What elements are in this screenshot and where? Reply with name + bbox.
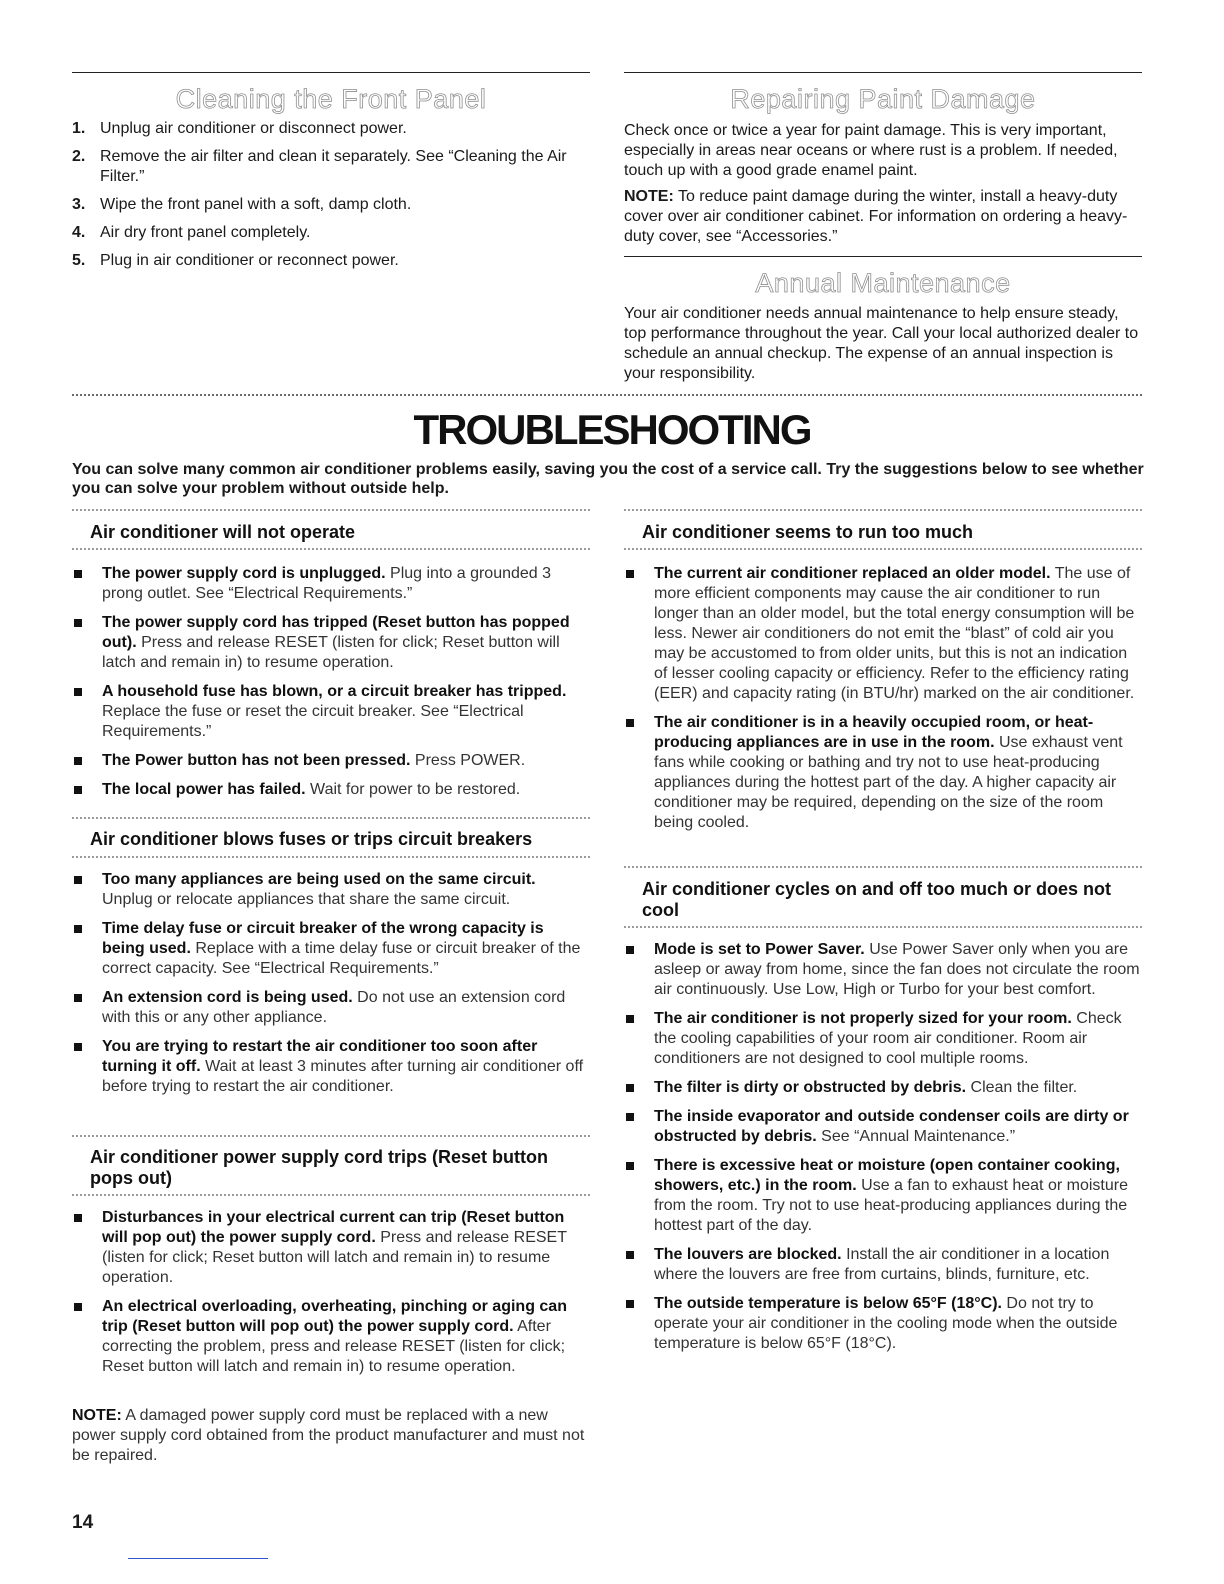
heading-dots-top [72, 509, 590, 511]
bullet-icon [626, 1113, 634, 1121]
will-not-operate-heading: Air conditioner will not operate [90, 522, 356, 542]
heading-dots-top [72, 1135, 590, 1137]
blows-fuses-heading: Air conditioner blows fuses or trips circuit breakers [90, 829, 533, 849]
item-remedy: Replace with a time delay fuse or circuit breaker of the correct capacity. See “Electrical Requirements.” [102, 940, 581, 977]
item-cause: The louvers are blocked. [654, 1246, 842, 1263]
heading-dots-bottom [72, 1194, 590, 1196]
list-item [624, 1245, 1142, 1285]
step-number: 3. [72, 196, 86, 213]
item-cause: The Power button has not been pressed. [102, 752, 411, 769]
annual-maintenance-title: Annual Maintenance [755, 268, 1011, 298]
list-item [72, 919, 587, 979]
list-item [624, 1294, 1142, 1354]
item-cause: An extension cord is being used. [102, 989, 353, 1006]
list-item [624, 1078, 1142, 1098]
bullet-icon [74, 925, 82, 933]
item-remedy: Clean the filter. [966, 1079, 1078, 1096]
bullet-icon [74, 757, 82, 765]
list-item [624, 564, 1142, 704]
item-cause: The air conditioner is in a heavily occupied room, or heat-producing appliances are in use in the room. [654, 714, 1094, 751]
list-item [72, 1037, 587, 1097]
bullet-icon [74, 619, 82, 627]
list-item [72, 251, 582, 271]
bullet-icon [74, 1043, 82, 1051]
item-remedy: Press POWER. [410, 752, 526, 769]
item-remedy: Use Power Saver only when you are asleep or away from home, since the fan does not circulate the room air continuously. Use Low, High or Turbo for your best comfort. [654, 941, 1140, 998]
step-text: Remove the air filter and clean it separately. See “Cleaning the Air Filter.” [100, 148, 567, 185]
list-item [72, 682, 587, 742]
item-remedy: The use of more efficient components may cause the air conditioner to run longer than an older model, but the total energy consumption will be less. Newer air conditioners do not emit the “blast” of cold air you may be accustomed to from older units, but this is not an indication of lesser cooling capacity or efficiency. Refer to the efficiency rating (EER) and capacity rating (in BTU/hr) marked on the air conditioner. [654, 565, 1135, 702]
troubleshooting-title: TROUBLESHOOTING [413, 406, 811, 453]
heading-dots-bottom [72, 548, 590, 550]
note-text: To reduce paint damage during the winter, install a heavy-duty cover over air conditioner cabinet. For information on ordering a heavy-duty cover, see “Accessories.” [624, 188, 1128, 245]
cord-trips-note [72, 1406, 587, 1466]
item-cause: You are trying to restart the air conditioner too soon after turning it off. [102, 1038, 538, 1075]
item-remedy: Check the cooling capabilities of your room air conditioner. Room air conditioners are not designed to cool multiple rooms. [654, 1010, 1122, 1067]
bullet-icon [626, 1251, 634, 1259]
list-item [72, 195, 582, 215]
item-cause: The local power has failed. [102, 781, 306, 798]
note-text: A damaged power supply cord must be replaced with a new power supply cord obtained from the product manufacturer and must not be repaired. [72, 1407, 585, 1464]
bullet-icon [626, 1300, 634, 1308]
step-number: 5. [72, 252, 86, 269]
item-remedy: After correcting the problem, press and release RESET (listen for click; Reset button will latch and remain in) to resume operation. [102, 1318, 566, 1375]
list-item [72, 564, 587, 604]
item-remedy: Wait for power to be restored. [305, 781, 521, 798]
list-item [624, 1156, 1142, 1236]
note-label: NOTE: [72, 1407, 122, 1424]
bullet-icon [74, 1214, 82, 1222]
top-rule-right [624, 72, 1142, 73]
item-cause: The outside temperature is below 65°F (18°C). [654, 1295, 1002, 1312]
list-item [72, 1208, 587, 1288]
item-remedy: Press and release RESET (listen for click; Reset button will latch and remain in) to resume operation. [102, 1229, 567, 1286]
bullet-icon [626, 570, 634, 578]
step-text: Wipe the front panel with a soft, damp cloth. [100, 196, 412, 213]
item-remedy: Wait at least 3 minutes after turning air conditioner off before trying to restart the air conditioner. [102, 1058, 584, 1095]
bullet-icon [74, 570, 82, 578]
heading-dots-bottom [72, 856, 590, 858]
step-number: 4. [72, 224, 86, 241]
list-item [624, 1009, 1142, 1069]
step-number: 1. [72, 120, 86, 137]
list-item [72, 119, 582, 139]
list-item [72, 870, 587, 910]
bullet-icon [626, 719, 634, 727]
item-remedy: Do not use an extension cord with this or any other appliance. [102, 989, 566, 1026]
heading-dots-bottom [624, 548, 1142, 550]
list-item [72, 223, 582, 243]
bullet-icon [74, 994, 82, 1002]
cycles-heading: Air conditioner cycles on and off too much or does not cool [642, 879, 1112, 920]
item-remedy: Replace the fuse or reset the circuit breaker. See “Electrical Requirements.” [102, 703, 524, 740]
repairing-paint-note [624, 187, 1142, 247]
list-item [72, 1297, 587, 1377]
list-item [72, 147, 582, 187]
bullet-icon [74, 786, 82, 794]
footer-line [128, 1558, 268, 1559]
step-text: Plug in air conditioner or reconnect power. [100, 252, 399, 269]
list-item [72, 751, 587, 771]
heading-dots-top [72, 817, 590, 819]
list-item [624, 940, 1142, 1000]
item-cause: The inside evaporator and outside condenser coils are dirty or obstructed by debris. [654, 1108, 1129, 1145]
cord-trips-heading: Air conditioner power supply cord trips (Reset button pops out) [90, 1147, 549, 1188]
cleaning-front-panel-title: Cleaning the Front Panel [175, 84, 487, 114]
repairing-paint-text: Check once or twice a year for paint damage. This is very important, especially in areas near oceans or where rust is a problem. If needed, touch up with a good grade enamel paint. [624, 122, 1118, 179]
repairing-paint-title: Repairing Paint Damage [730, 84, 1036, 114]
item-cause: There is excessive heat or moisture (open container cooking, showers, etc.) in the room. [654, 1157, 1120, 1194]
heading-dots-top [624, 866, 1142, 868]
cycles-list [624, 940, 1142, 1363]
item-cause: A household fuse has blown, or a circuit breaker has tripped. [102, 683, 567, 700]
heading-dots-top [624, 509, 1142, 511]
bullet-icon [74, 876, 82, 884]
item-remedy: Use a fan to exhaust heat or moisture from the room. Try not to use heat-producing appliances during the hottest part of the day. [654, 1177, 1128, 1234]
item-cause: The filter is dirty or obstructed by debris. [654, 1079, 967, 1096]
cleaning-steps-list [72, 119, 582, 279]
annual-maintenance-text: Your air conditioner needs annual maintenance to help ensure steady, top performance throughout the year. Call your local authorized dealer to schedule an annual checkup. The expense of an annual inspection is your responsibility. [624, 305, 1139, 382]
item-cause: The current air conditioner replaced an older model. [654, 565, 1051, 582]
annual-rule [624, 256, 1142, 257]
list-item [72, 613, 587, 673]
item-remedy: Install the air conditioner in a location where the louvers are free from curtains, blinds, furniture, etc. [654, 1246, 1110, 1283]
item-remedy: Do not try to operate your air conditioner in the cooling mode when the outside temperature is below 65°F (18°C). [654, 1295, 1118, 1352]
section-divider [72, 394, 1142, 396]
runs-too-much-heading: Air conditioner seems to run too much [642, 522, 974, 542]
blows-fuses-list [72, 870, 587, 1106]
top-rule-left [72, 72, 590, 73]
cord-trips-list [72, 1208, 587, 1386]
list-item [624, 713, 1142, 833]
runs-too-much-list [624, 564, 1142, 842]
item-remedy: Press and release RESET (listen for click; Reset button will latch and remain in) to resume operation. [102, 634, 560, 671]
heading-dots-bottom [624, 926, 1142, 928]
item-cause: Disturbances in your electrical current can trip (Reset button will pop out) the power supply cord. [102, 1209, 565, 1246]
bullet-icon [74, 688, 82, 696]
note-label: NOTE: [624, 188, 674, 205]
step-text: Air dry front panel completely. [100, 224, 311, 241]
item-remedy: Unplug or relocate appliances that share the same circuit. [102, 891, 511, 908]
list-item [72, 988, 587, 1028]
page-number: 14 [72, 1512, 94, 1533]
bullet-icon [626, 946, 634, 954]
troubleshooting-intro: You can solve many common air conditioner problems easily, saving you the cost of a service call. Try the suggestions below to see whether you can solve your problem without outside help. [72, 461, 1144, 497]
bullet-icon [626, 1084, 634, 1092]
step-number: 2. [72, 148, 86, 165]
item-cause: The power supply cord is unplugged. [102, 565, 386, 582]
item-cause: Too many appliances are being used on the same circuit. [102, 871, 536, 888]
will-not-operate-list [72, 564, 587, 809]
bullet-icon [626, 1015, 634, 1023]
item-remedy: Use exhaust vent fans while cooking or bathing and try not to use heat-producing appliances during the hottest part of the day. A higher capacity air conditioner may be required, depending on the size of the room being cooled. [654, 734, 1123, 831]
item-cause: The air conditioner is not properly sized for your room. [654, 1010, 1072, 1027]
list-item [72, 780, 587, 800]
item-cause: The power supply cord has tripped (Reset button has popped out). [102, 614, 570, 651]
step-text: Unplug air conditioner or disconnect power. [100, 120, 407, 137]
list-item [624, 1107, 1142, 1147]
bullet-icon [74, 1303, 82, 1311]
item-remedy: Plug into a grounded 3 prong outlet. See “Electrical Requirements.” [102, 565, 552, 602]
item-cause: An electrical overloading, overheating, pinching or aging can trip (Reset button will pop out) the power supply cord. [102, 1298, 567, 1335]
bullet-icon [626, 1162, 634, 1170]
item-cause: Time delay fuse or circuit breaker of the wrong capacity is being used. [102, 920, 544, 957]
item-cause: Mode is set to Power Saver. [654, 941, 865, 958]
item-remedy: See “Annual Maintenance.” [816, 1128, 1016, 1145]
